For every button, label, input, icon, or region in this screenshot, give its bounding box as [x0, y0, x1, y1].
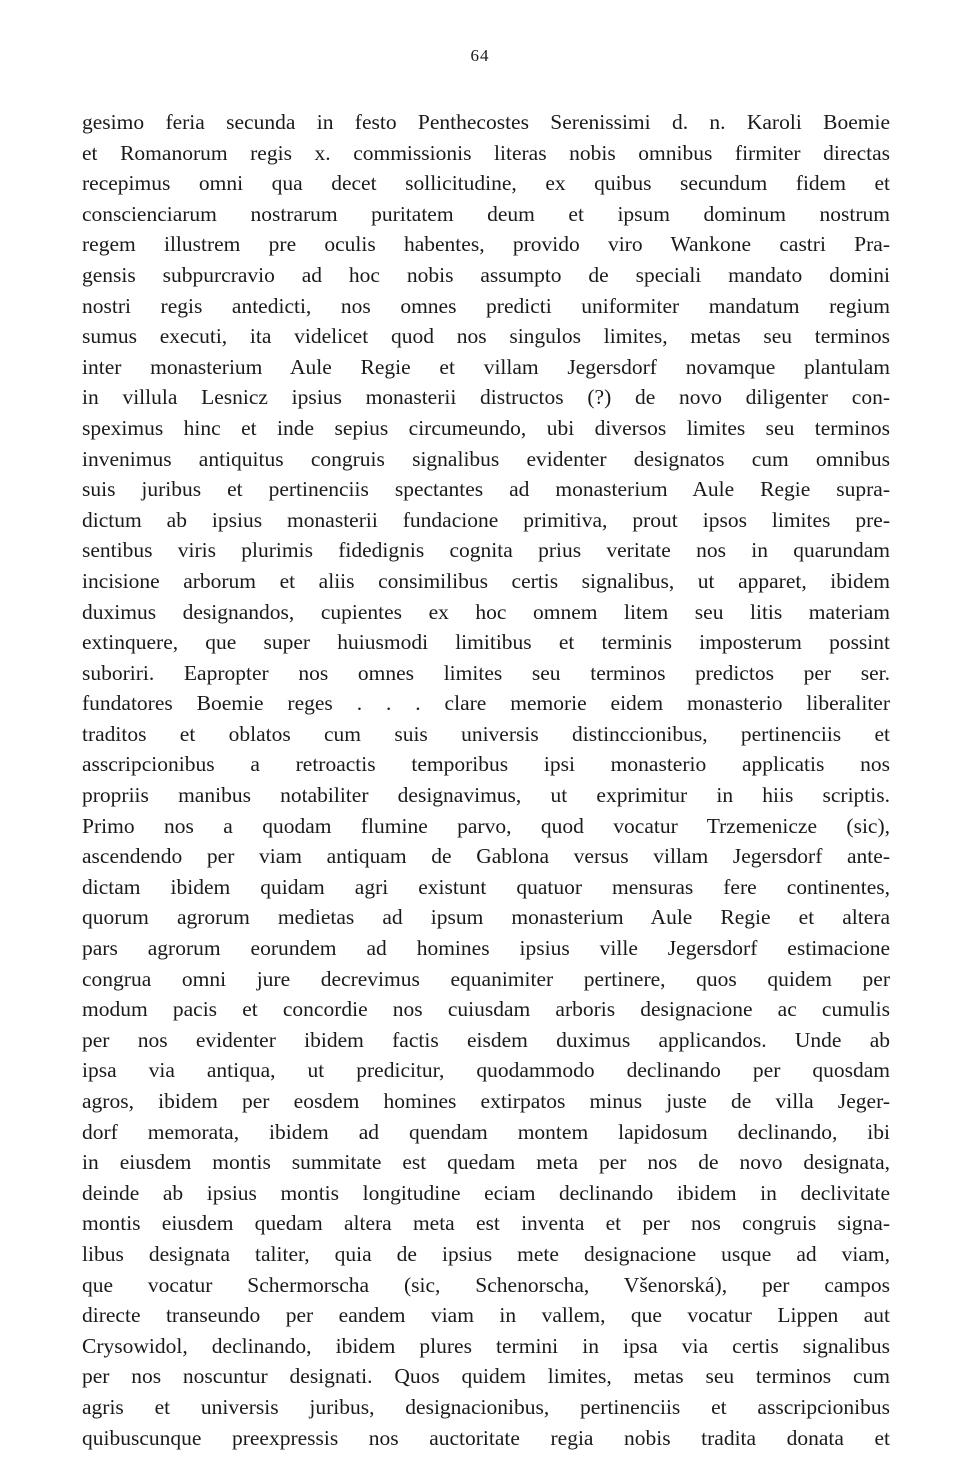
text-line: propriis manibus notabiliter designavimus, ut exprimitur in hiis scriptis.: [82, 783, 890, 808]
text-line: suis juribus et pertinenciis spectantes ad monasterium Aule Regie supra-: [82, 477, 890, 502]
text-line: nostri regis antedicti, nos omnes predicti uniformiter mandatum regium: [82, 293, 890, 318]
text-line: in eiusdem montis summitate est quedam meta per nos de novo designata,: [82, 1150, 890, 1175]
text-line: Primo nos a quodam flumine parvo, quod vocatur Trzemenicze (sic),: [82, 813, 890, 838]
text-line: sumus executi, ita videlicet quod nos singulos limites, metas seu terminos: [82, 324, 890, 349]
text-line: agros, ibidem per eosdem homines extirpatos minus juste de villa Jeger-: [82, 1089, 890, 1113]
text-line: congrua omni jure decrevimus equanimiter pertinere, quos quidem per: [82, 966, 890, 991]
text-line: dictam ibidem quidam agri existunt quatuor mensuras fere continentes,: [82, 874, 890, 899]
text-line: montis eiusdem quedam altera meta est inventa et per nos congruis signa-: [82, 1211, 890, 1236]
text-line: duximus designandos, cupientes ex hoc omnem litem seu litis materiam: [82, 599, 890, 624]
text-line: quorum agrorum medietas ad ipsum monasterium Aule Regie et altera: [82, 905, 890, 930]
text-line: pars agrorum eorundem ad homines ipsius ville Jegersdorf estimacione: [82, 936, 890, 961]
text-line: Crysowidol, declinando, ibidem plures termini in ipsa via certis signalibus: [82, 1333, 890, 1358]
text-line: directe transeundo per eandem viam in vallem, que vocatur Lippen aut: [82, 1303, 890, 1328]
text-line: deinde ab ipsius montis longitudine eciam declinando ibidem in declivitate: [82, 1180, 890, 1205]
text-line: ipsa via antiqua, ut predicitur, quodammodo declinando per quosdam: [82, 1058, 890, 1083]
text-line: modum pacis et concordie nos cuiusdam arboris designacione ac cumulis: [82, 997, 890, 1022]
text-line: per nos noscuntur designati. Quos quidem limites, metas seu terminos cum: [82, 1364, 890, 1389]
text-line: invenimus antiquitus congruis signalibus evidenter designatos cum omnibus: [82, 446, 890, 471]
text-line: conscienciarum nostrarum puritatem deum et ipsum dominum nostrum: [82, 201, 890, 226]
text-line: incisione arborum et aliis consimilibus certis signalibus, ut apparet, ibidem: [82, 568, 890, 593]
text-line: fundatores Boemie reges . . . clare memorie eidem monasterio liberaliter: [82, 691, 890, 716]
text-line: in villula Lesnicz ipsius monasterii distructos (?) de novo diligenter con-: [82, 385, 890, 410]
text-line: speximus hinc et inde sepius circumeundo, ubi diversos limites seu terminos: [82, 415, 890, 440]
text-line: libus designata taliter, quia de ipsius mete designacione usque ad viam,: [82, 1241, 890, 1266]
text-line: traditos et oblatos cum suis universis distinccionibus, pertinenciis et: [82, 721, 890, 746]
text-line: per nos evidenter ibidem factis eisdem duximus applicandos. Unde ab: [82, 1027, 890, 1052]
text-line: regem illustrem pre oculis habentes, provido viro Wankone castri Pra-: [82, 232, 890, 257]
text-line: recepimus omni qua decet sollicitudine, ex quibus secundum fidem et: [82, 171, 890, 196]
text-line: et Romanorum regis x. commissionis literas nobis omnibus firmiter directas: [82, 140, 890, 165]
text-line: extinquere, que super huiusmodi limitibus et terminis imposterum possint: [82, 630, 890, 655]
text-line: gensis subpurcravio ad hoc nobis assumpto de speciali mandato domini: [82, 262, 890, 287]
text-line: dictum ab ipsius monasterii fundacione primitiva, prout ipsos limites pre-: [82, 507, 890, 532]
text-line: ascendendo per viam antiquam de Gablona versus villam Jegersdorf ante-: [82, 844, 890, 869]
text-line: que vocatur Schermorscha (sic, Schenorscha, Všenorská), per campos: [82, 1272, 890, 1297]
text-line: dorf memorata, ibidem ad quendam montem lapidosum declinando, ibi: [82, 1119, 890, 1144]
page-number: 64: [470, 46, 490, 65]
text-line: gesimo feria secunda in festo Penthecostes Serenissimi d. n. Karoli Boemie: [82, 110, 890, 134]
text-line: inter monasterium Aule Regie et villam Jegersdorf novamque plantulam: [82, 354, 890, 379]
text-line: asscripcionibus a retroactis temporibus ipsi monasterio applicatis nos: [82, 752, 890, 777]
body-text: [82, 107, 890, 1453]
text-line: sentibus viris plurimis fidedignis cognita prius veritate nos in quarundam: [82, 538, 890, 563]
text-line: quibuscunque preexpressis nos auctoritate regia nobis tradita donata et: [82, 1425, 890, 1450]
text-line: agris et universis juribus, designacionibus, pertinenciis et asscripcionibus: [82, 1394, 890, 1419]
text-line: suboriri. Eapropter nos omnes limites seu terminos predictos per ser.: [82, 660, 890, 685]
